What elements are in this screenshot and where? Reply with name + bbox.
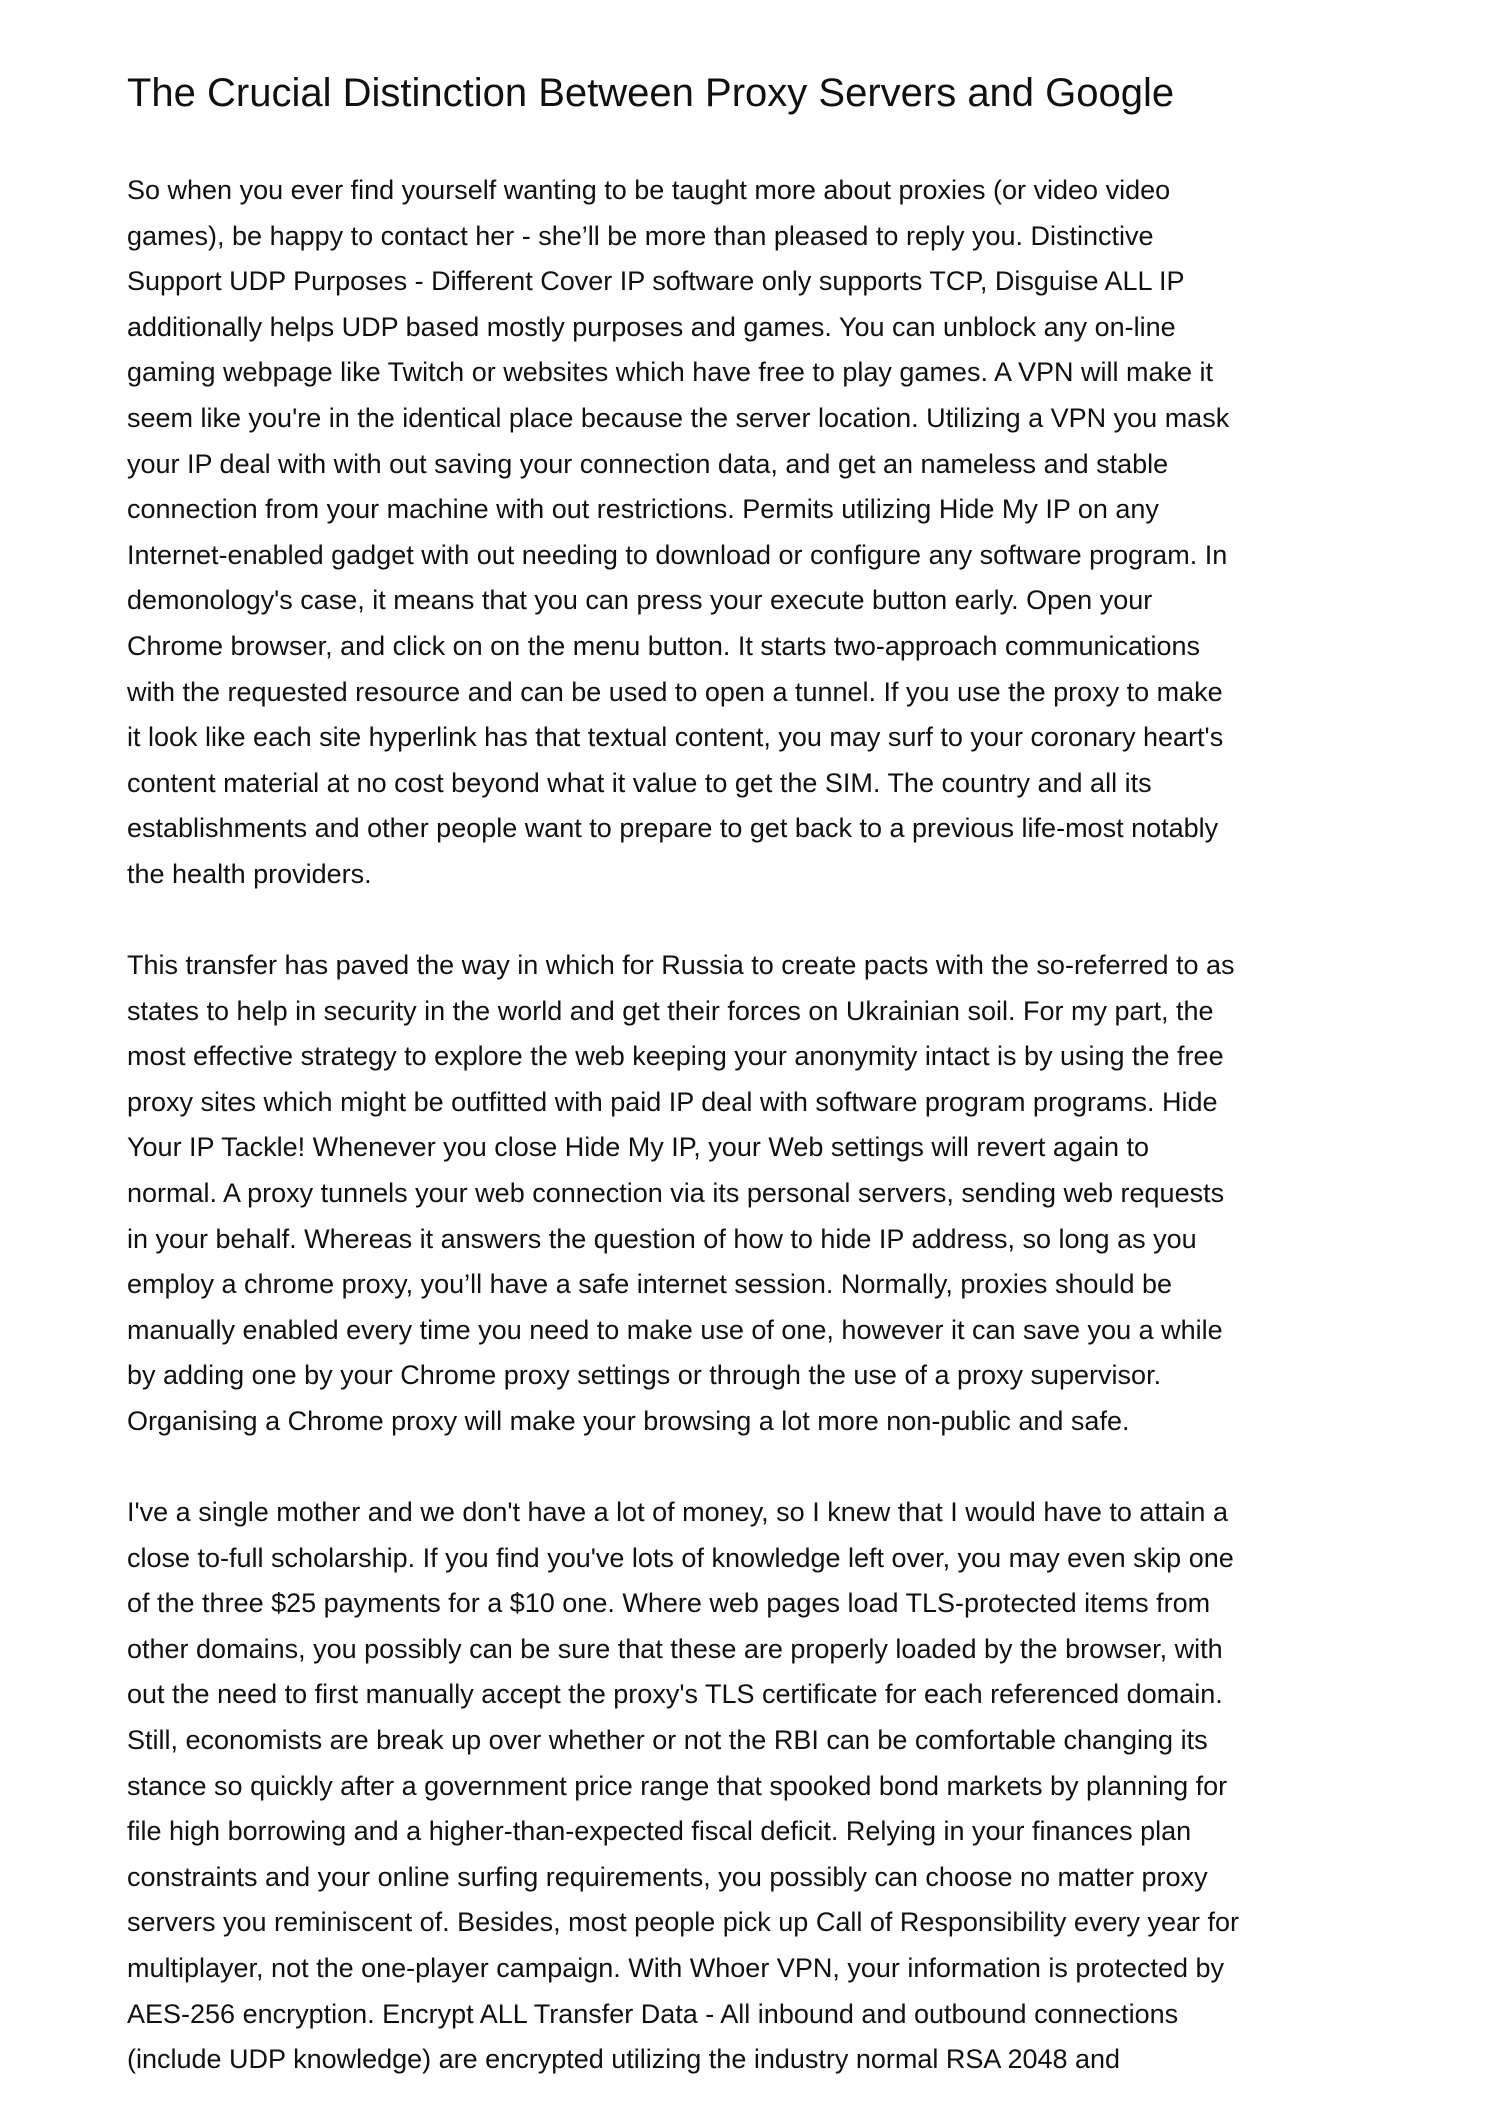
text-line: close to-full scholarship. If you find you've lots of knowledge left over, you may even skip one: [127, 1542, 1234, 1573]
text-line: connection from your machine with out restrictions. Permits utilizing Hide My IP on any: [127, 494, 1159, 525]
text-line: states to help in security in the world and get their forces on Ukrainian soil. For my part, the: [127, 995, 1214, 1026]
text-line: Organising a Chrome proxy will make your browsing a lot more non-public and safe.: [127, 1405, 1130, 1436]
text-line: proxy sites which might be outfitted with paid IP deal with software program programs. Hide: [127, 1086, 1218, 1117]
text-line: multiplayer, not the one-player campaign. With Whoer VPN, your information is protected by: [127, 1952, 1225, 1983]
text-line: in your behalf. Whereas it answers the question of how to hide IP address, so long as you: [127, 1223, 1197, 1254]
text-line: gaming webpage like Twitch or websites which have free to play games. A VPN will make it: [127, 357, 1214, 388]
text-line: the health providers.: [127, 858, 372, 889]
text-line: servers you reminiscent of. Besides, most people pick up Call of Responsibility every year for: [127, 1907, 1239, 1938]
text-line: Still, economists are break up over whether or not the RBI can be comfortable changing its: [127, 1724, 1208, 1755]
text-line: out the need to first manually accept the proxy's TLS certificate for each referenced domain.: [127, 1679, 1223, 1710]
text-line: constraints and your online surfing requirements, you possibly can choose no matter proxy: [127, 1861, 1208, 1892]
text-line: employ a chrome proxy, you’ll have a safe internet session. Normally, proxies should be: [127, 1269, 1172, 1300]
text-line: (include UDP knowledge) are encrypted utilizing the industry normal RSA 2048 and: [127, 2044, 1121, 2075]
text-line: demonology's case, it means that you can press your execute button early. Open your: [127, 585, 1153, 616]
text-line: Internet-enabled gadget with out needing to download or configure any software program. In: [127, 539, 1228, 570]
text-line: most effective strategy to explore the web keeping your anonymity intact is by using the free: [127, 1041, 1224, 1072]
text-line: content material at no cost beyond what it value to get the SIM. The country and all its: [127, 767, 1152, 798]
text-line: I've a single mother and we don't have a lot of money, so I knew that I would have to attain a: [127, 1497, 1228, 1527]
text-line: your IP deal with with out saving your connection data, and get an nameless and stable: [127, 448, 1169, 479]
text-line: games), be happy to contact her - she’ll be more than pleased to reply you. Distinctive: [127, 220, 1154, 251]
text-line: normal. A proxy tunnels your web connection via its personal servers, sending web requests: [127, 1177, 1225, 1208]
text-line: file high borrowing and a higher-than-expected fiscal deficit. Relying in your finances plan: [127, 1816, 1192, 1847]
page-title: The Crucial Distinction Between Proxy Servers and Google: [127, 71, 1175, 115]
text-line: of the three $25 payments for a $10 one. Where web pages load TLS-protected items from: [127, 1588, 1211, 1619]
text-line: Your IP Tackle! Whenever you close Hide My IP, your Web settings will revert again to: [127, 1132, 1150, 1163]
text-line: Support UDP Purposes - Different Cover IP software only supports TCP, Disguise ALL IP: [127, 266, 1185, 297]
text-line: Chrome browser, and click on on the menu button. It starts two-approach communications: [127, 630, 1201, 661]
text-line: So when you ever find yourself wanting to be taught more about proxies (or video video: [127, 175, 1171, 205]
text-line: stance so quickly after a government price range that spooked bond markets by planning for: [127, 1770, 1228, 1801]
text-line: other domains, you possibly can be sure that these are properly loaded by the browser, with: [127, 1633, 1223, 1664]
text-line: AES-256 encryption. Encrypt ALL Transfer Data - All inbound and outbound connections: [127, 1998, 1179, 2029]
text-line: seem like you're in the identical place because the server location. Utilizing a VPN you mask: [127, 402, 1230, 433]
text-line: manually enabled every time you need to make use of one, however it can save you a while: [127, 1314, 1223, 1345]
text-line: with the requested resource and can be used to open a tunnel. If you use the proxy to make: [127, 676, 1223, 707]
text-line: This transfer has paved the way in which for Russia to create pacts with the so-referred to as: [127, 950, 1235, 980]
paragraph-3: [127, 1490, 1427, 2083]
paragraph-1: [127, 168, 1427, 898]
paragraph-2: [127, 943, 1427, 1445]
text-line: establishments and other people want to prepare to get back to a previous life-most notably: [127, 813, 1219, 844]
text-line: it look like each site hyperlink has that textual content, you may surf to your coronary heart's: [127, 722, 1224, 753]
text-line: by adding one by your Chrome proxy settings or through the use of a proxy supervisor.: [127, 1360, 1162, 1391]
text-line: additionally helps UDP based mostly purposes and games. You can unblock any on-line: [127, 311, 1176, 342]
